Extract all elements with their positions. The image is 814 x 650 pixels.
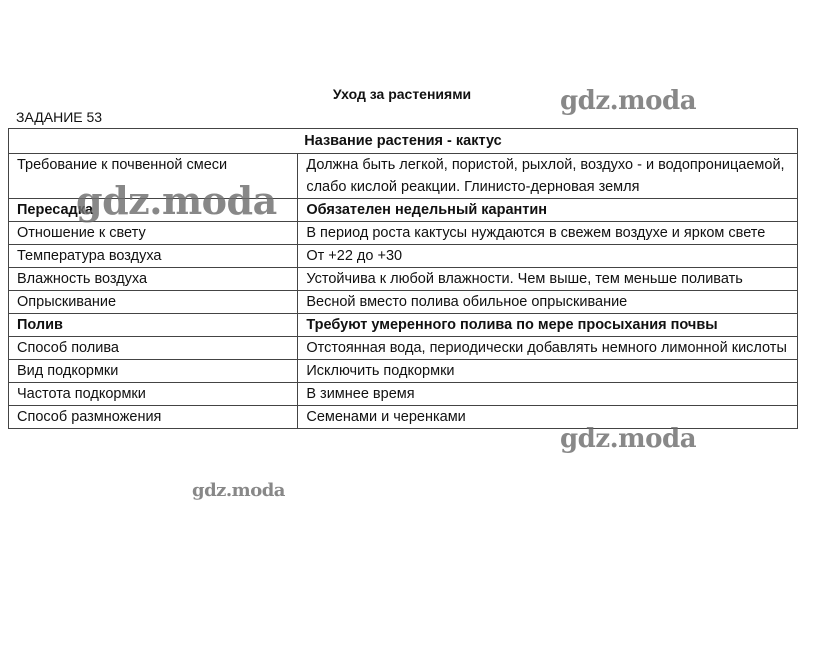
param-cell: Опрыскивание bbox=[9, 291, 298, 314]
table-row bbox=[9, 406, 798, 429]
table-row bbox=[9, 337, 798, 360]
plant-care-table bbox=[8, 128, 798, 429]
value-cell: Отстоянная вода, периодически добавлять немного лимонной кислоты bbox=[298, 337, 798, 360]
param-cell: Вид подкормки bbox=[9, 360, 298, 383]
value-cell: Обязателен недельный карантин bbox=[298, 199, 798, 222]
table-row bbox=[9, 222, 798, 245]
param-cell: Требование к почвенной смеси bbox=[9, 154, 298, 199]
document-title: Уход за растениями bbox=[332, 86, 472, 102]
value-cell: Должна быть легкой, пористой, рыхлой, воздухо - и водопроницаемой, слабо кислой реакции. Глинисто-дерновая земля bbox=[298, 154, 798, 199]
table-row bbox=[9, 383, 798, 406]
table-row bbox=[9, 360, 798, 383]
table-row bbox=[9, 199, 798, 222]
table-row bbox=[9, 268, 798, 291]
table-header-row bbox=[9, 129, 798, 154]
watermark: gdz.moda bbox=[560, 424, 697, 454]
param-cell: Способ размножения bbox=[9, 406, 298, 429]
table-row bbox=[9, 291, 798, 314]
task-label: ЗАДАНИЕ 53 bbox=[16, 109, 103, 125]
param-cell: Отношение к свету bbox=[9, 222, 298, 245]
table-row bbox=[9, 245, 798, 268]
param-cell: Влажность воздуха bbox=[9, 268, 298, 291]
param-cell: Способ полива bbox=[9, 337, 298, 360]
watermark: gdz.moda bbox=[192, 480, 285, 501]
value-cell: В период роста кактусы нуждаются в свежем воздухе и ярком свете bbox=[298, 222, 798, 245]
watermark: gdz.moda bbox=[76, 178, 277, 223]
value-cell: Весной вместо полива обильное опрыскивание bbox=[298, 291, 798, 314]
param-cell: Пересадка bbox=[9, 199, 298, 222]
param-cell: Полив bbox=[9, 314, 298, 337]
watermark: gdz.moda bbox=[560, 86, 697, 116]
value-cell: Требуют умеренного полива по мере просыхания почвы bbox=[298, 314, 798, 337]
table-row bbox=[9, 314, 798, 337]
value-cell: От +22 до +30 bbox=[298, 245, 798, 268]
value-cell: Семенами и черенками bbox=[298, 406, 798, 429]
table-header-cell: Название растения - кактус bbox=[9, 129, 798, 154]
param-cell: Температура воздуха bbox=[9, 245, 298, 268]
value-cell: Исключить подкормки bbox=[298, 360, 798, 383]
value-cell: В зимнее время bbox=[298, 383, 798, 406]
table-row bbox=[9, 154, 798, 199]
value-cell: Устойчива к любой влажности. Чем выше, тем меньше поливать bbox=[298, 268, 798, 291]
param-cell: Частота подкормки bbox=[9, 383, 298, 406]
